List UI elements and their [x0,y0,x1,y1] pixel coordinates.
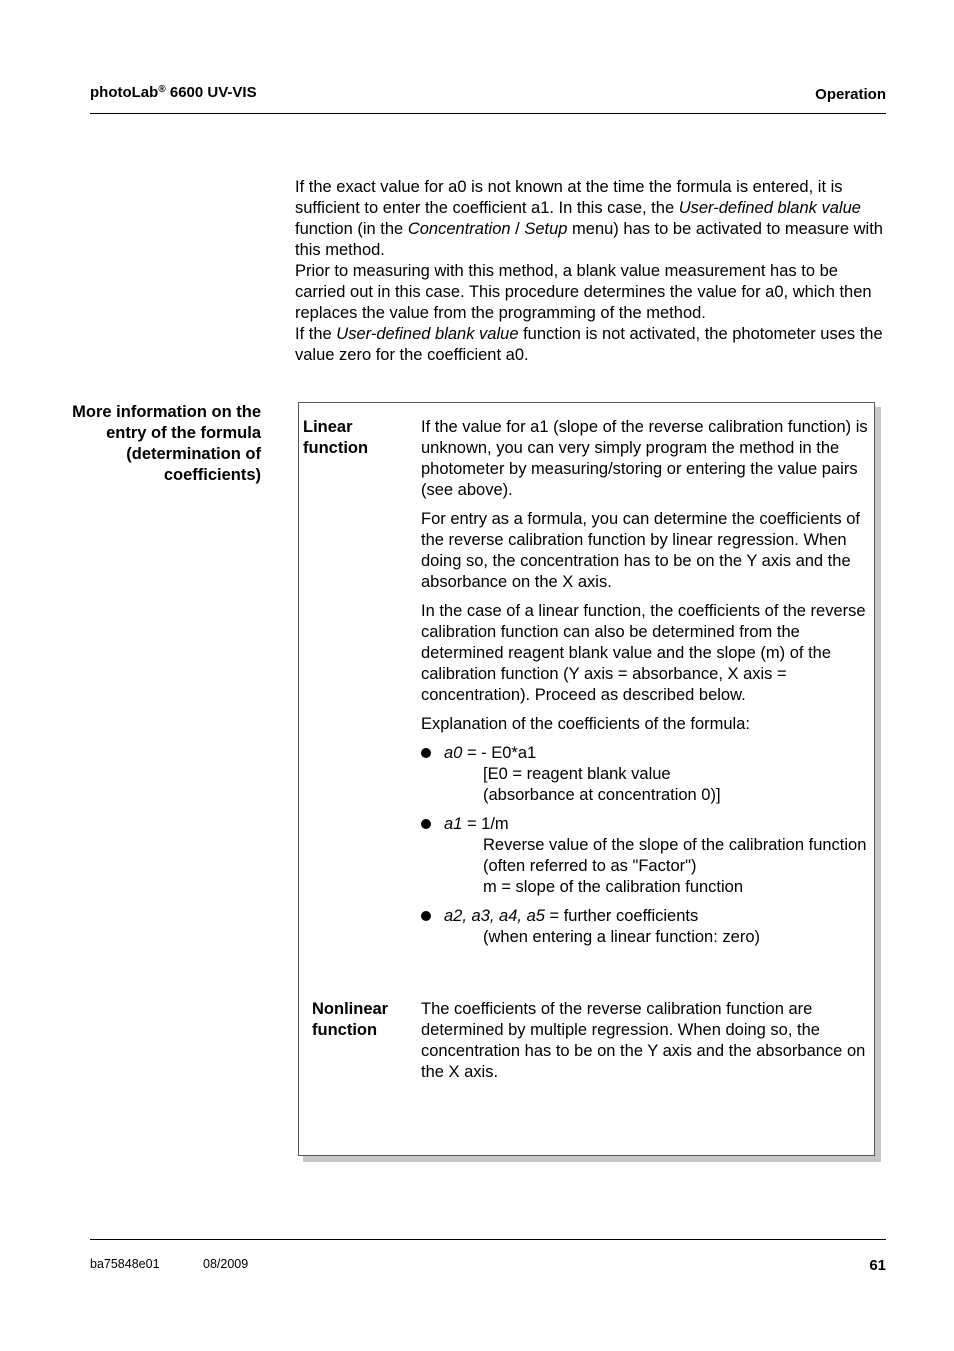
list-item-a1 [421,814,871,898]
intro-paragraph-1 [295,177,890,261]
coefficient-term: a2, a3, a4, a5 [444,907,545,925]
page-header [90,84,886,106]
header-rule [90,113,886,114]
nonlinear-function-label [312,999,388,1041]
side-heading: More information on the entry of the formula (determination of coefficients) [72,403,261,484]
coefficient-definition: = - E0*a1 [462,744,537,762]
document-date: 08/2009 [203,1257,249,1271]
product-model: 6600 UV-VIS [165,84,257,101]
nonlinear-label-line-2: function [312,1021,378,1039]
coefficient-detail: (absorbance at concentration 0)] [483,786,721,804]
coefficient-detail: Reverse value of the slope of the calibration function [483,836,867,854]
intro-p1-text-d: menu) has to be activated to measure with this method. [295,220,883,259]
linear-paragraph-3: In the case of a linear function, the coefficients of the reverse calibration function can also be determined from the determined reagent blank value and the slope (m) of the calibration function (Y axis = absorbance, X axis = concentration). Proceed as described below. [421,602,866,704]
coefficient-definition: = further coefficients [544,907,699,925]
section-title: Operation [815,86,886,103]
coefficient-detail: m = slope of the calibration function [483,878,744,896]
nonlinear-label-line-1: Nonlinear [312,1000,389,1018]
coefficient-term: a1 [444,815,463,833]
coefficient-detail: (often referred to as "Factor") [483,857,697,875]
footer-rule [90,1239,886,1240]
list-item-a0 [421,743,871,806]
list-item-a2-a5 [421,906,871,948]
bullet-dot-icon [421,819,431,829]
linear-function-label [303,417,368,459]
linear-function-content [421,417,871,956]
coefficient-detail: [E0 = reagent blank value [483,765,671,783]
product-name: photoLab [90,84,159,101]
linear-paragraph-1: If the value for a1 (slope of the reverse calibration function) is unknown, you can very simply program the method in the photometer by measuring/storing or entering the value pairs (see above). [421,418,868,499]
nonlinear-function-content [421,999,871,1091]
nonlinear-paragraph-1: The coefficients of the reverse calibration function are determined by multiple regression. When doing so, the concentration has to be on the Y axis and the absorbance on the X axis. [421,1000,866,1081]
registered-mark: ® [158,84,166,95]
bullet-dot-icon [421,911,431,921]
intro-p1-text-b: function (in the [295,220,408,238]
intro-text [295,177,890,366]
document-number: ba75848e01 [90,1257,160,1271]
intro-p3-emphasis: User-defined blank value [336,325,519,343]
intro-p1-text-a: If the exact value for a0 is not known at the time the formula is entered, it is sufficient to enter the coefficient a1. In this case, the [295,178,843,217]
linear-label-line-2: function [303,439,369,457]
coefficient-list [421,743,871,948]
linear-paragraph-2: For entry as a formula, you can determine the coefficients of the reverse calibration function by linear regression. When doing so, the concentration has to be on the Y axis and the absorbance on the X axis. [421,510,860,591]
coefficient-term: a0 [444,744,463,762]
coefficient-definition: = 1/m [462,815,509,833]
intro-paragraph-3 [295,324,890,366]
intro-p3-text-a: If the [295,325,337,343]
intro-p1-emphasis-2: Concentration [407,220,511,238]
bullet-dot-icon [421,748,431,758]
intro-p1-emphasis-1: User-defined blank value [678,199,861,217]
product-title [90,84,257,101]
coefficient-detail: (when entering a linear function: zero) [483,928,760,946]
linear-paragraph-4: Explanation of the coefficients of the formula: [421,715,750,733]
intro-p1-text-c: / [510,220,525,238]
intro-paragraph-2: Prior to measuring with this method, a blank value measurement has to be carried out in this case. This procedure determines the value for a0, which then replaces the value from the programming of the method. [295,262,872,322]
page-number: 61 [869,1257,886,1274]
linear-label-line-1: Linear [303,418,353,436]
intro-p1-emphasis-3: Setup [524,220,568,238]
intro-p3-text-b: function is not activated, the photometer uses the value zero for the coefficient a0. [295,325,883,364]
